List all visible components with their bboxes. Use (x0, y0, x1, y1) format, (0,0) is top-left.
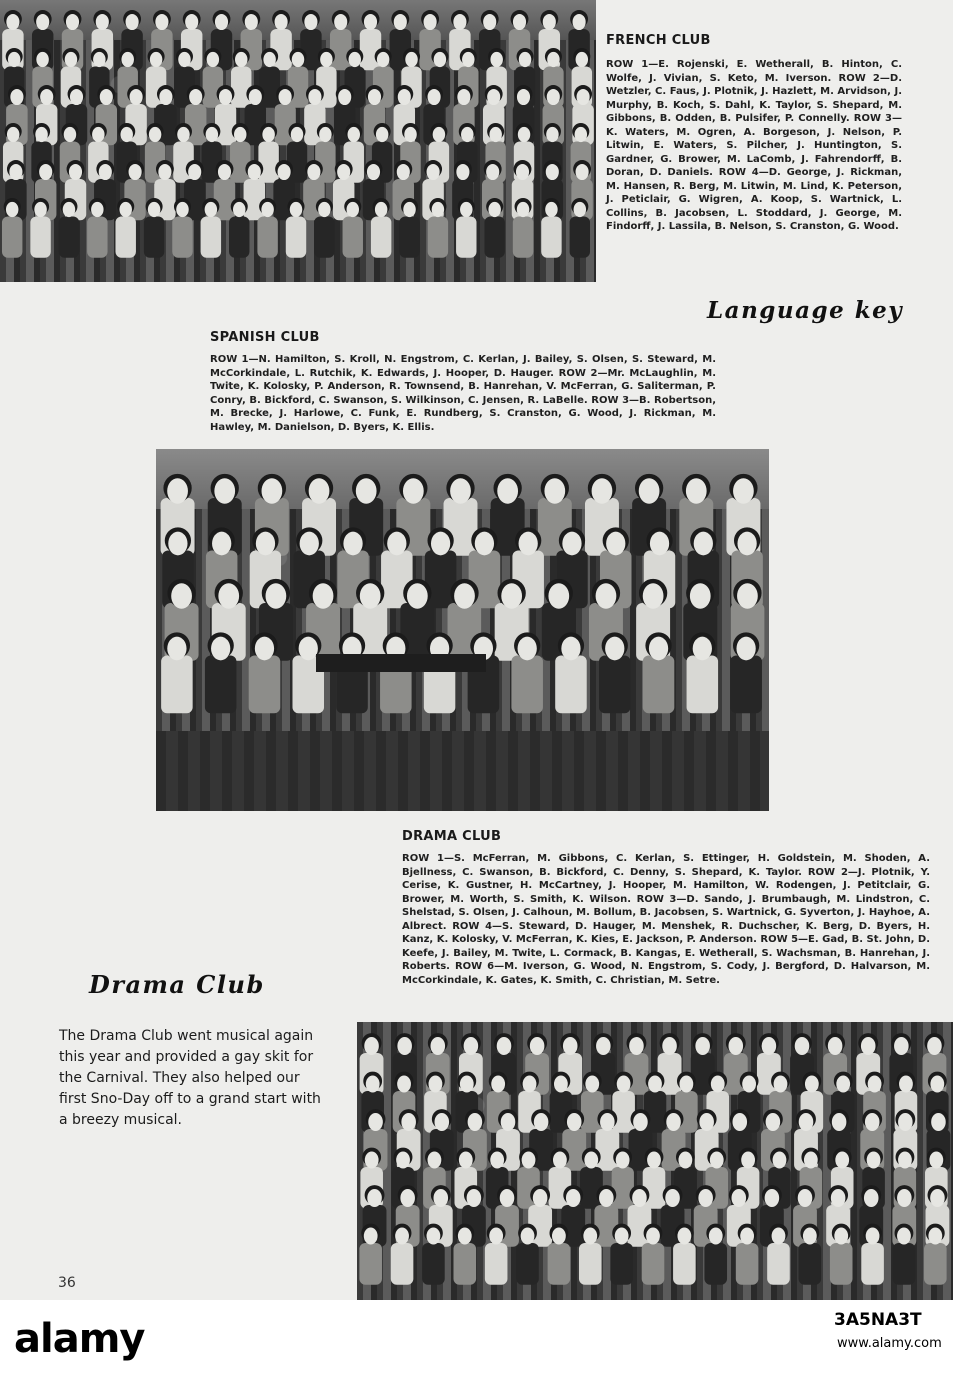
page-number: 36 (58, 1275, 76, 1291)
drama-club-title: Drama Club (89, 970, 265, 999)
french-club-names: ROW 1—E. Rojenski, E. Wetherall, B. Hinton, C. Wolfe, J. Vivian, S. Keto, M. Iverson. ROW 2—D. Wetzler, C. Faus, J. Plotnik, J. Hazlett, M. Arvidson, J. Murphy, B. Koch, S. Dahl, K. Taylor, S. Shepard, M. Gibbons, B. Odden, B. Pulsifer, P. Connelly. ROW 3—K. Waters, M. Ogren, A. Borgeson, J. Nelson, P. Litwin, E. Waters, S. Pilcher, J. Huntington, S. Gardner, G. Brower, M. LaComb, J. Fahrendorff, B. Doran, D. Daniels. ROW 4—D. George, J. Rickman, M. Hansen, R. Berg, M. Litwin, M. Lind, K. Peterson, J. Peticlair, G. Wigren, A. Koop, S. Wartnick, L. Collins, B. Jacobsen, L. Stoddard, J. George, M. Findorff, J. Lassila, B. Nelson, S. Cranston, G. Wood. (606, 59, 902, 232)
drama-club-group (357, 1022, 953, 1300)
watermark-bar (0, 1300, 953, 1390)
french-club-photo (0, 0, 596, 282)
watermark-logo: alamy (14, 1316, 145, 1362)
spanish-club-heading: SPANISH CLUB (210, 330, 320, 345)
language-key-title: Language key (707, 297, 904, 324)
watermark-url: www.alamy.com (837, 1336, 942, 1351)
drama-club-names: ROW 1—S. McFerran, M. Gibbons, C. Kerlan, S. Ettinger, H. Goldstein, M. Shoden, A. Bjellness, C. Swanson, B. Bickford, C. Denny, S. Shepard, K. Taylor. ROW 2—J. Plotnik, Y. Cerise, K. Gustner, H. McCartney, J. Hooper, M. Hamilton, W. Rodengen, J. Petitclair, G. Brower, M. Worth, S. Smith, K. Wilson. ROW 3—D. Sando, J. Brumbaugh, M. Lindstron, C. Shelstad, S. Olsen, J. Calhoun, M. Bollum, B. Jacobsen, S. Wartnick, G. Syverton, J. Hayhoe, A. Albrect. ROW 4—S. Steward, D. Hauger, M. Menshek, R. Duchscher, K. Berg, D. Byers, H. Kanz, K. Kolosky, V. McFerran, K. Kies, E. Jackson, P. Anderson. ROW 5—E. Gad, B. St. John, D. Keefe, J. Bailey, M. Twite, L. Cormack, B. Kangas, E. Wetherall, S. Wachsman, B. Hanrehan, J. Roberts. ROW 6—M. Iverson, G. Wood, N. Engstrom, S. Cody, J. Bergford, D. Halvarson, M. McCorkindale, K. Gates, K. Smith, C. Christian, M. Setre. (402, 853, 930, 986)
spanish-club-photo (156, 449, 769, 811)
spanish-club-names: ROW 1—N. Hamilton, S. Kroll, N. Engstrom, C. Kerlan, J. Bailey, S. Olsen, S. Steward, M. McCorkindale, L. Rutchik, K. Edwards, J. Hooper, D. Hauger. ROW 2—Mr. McLaughlin, M. Twite, K. Kolosky, P. Anderson, R. Townsend, B. Hanrehan, V. McFerran, G. Saliterman, P. Conry, B. Bickford, C. Swanson, S. Wilkinson, C. Jensen, R. LaBelle. ROW 3—B. Robertson, M. Brecke, J. Harlowe, C. Funk, E. Rundberg, S. Cranston, G. Wood, J. Rickman, M. Hawley, M. Danielson, D. Byers, K. Ellis. (210, 354, 716, 433)
drama-club-description: The Drama Club went musical again this year and provided a gay skit for the Carnival. They also helped our first Sno-Day off to a grand start with a breezy musical. (59, 1028, 321, 1128)
french-club-group (0, 0, 596, 282)
spanish-club-group (156, 449, 769, 811)
watermark-stock-id: 3A5NA3T (834, 1310, 922, 1330)
drama-club-heading: DRAMA CLUB (402, 829, 502, 844)
french-club-heading: FRENCH CLUB (606, 33, 711, 48)
drama-club-photo (357, 1022, 953, 1300)
